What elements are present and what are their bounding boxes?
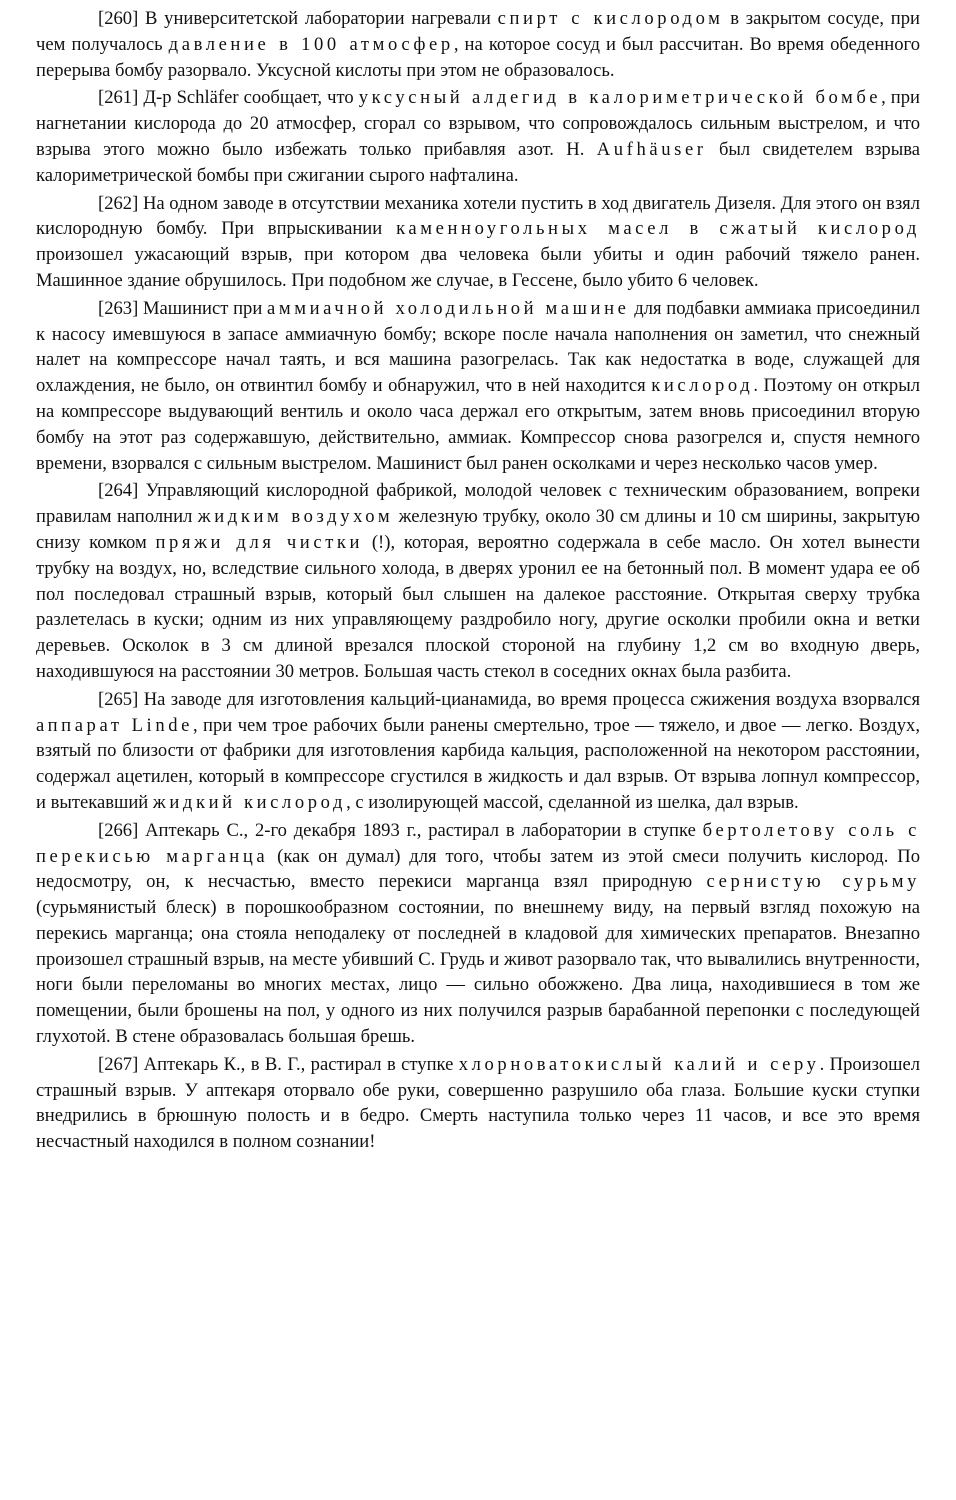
- emphasized-text: жидкий кислород: [152, 791, 347, 813]
- paragraph-text: На заводе для изготовления кальций-цианамида, во время процесса сжижения воздуха взорвался: [138, 688, 920, 710]
- emphasized-text: каменноугольных масел в сжатый кислород: [396, 218, 920, 240]
- paragraph-text: (сурьмянистый блеск) в порошкообразном состоянии, по внешнему виду, на первый взгляд похожую на перекись марганца; она стояла неподалеку от последней в кладовой для химических препаратов. Внезапно произошел страшный взрыв, на месте убивший С. Грудь и живот разорвало так, что вывалились внутренности, ноги были переломаны во многих местах, лицо — сильно обожжено. Два лица, находившиеся в том же помещении, были брошены на пол, у одного из них получился разрыв барабанной перепонки с последующей глухотой. В стене образовалась большая брешь.: [36, 897, 920, 1048]
- paragraph-text: , при чем трое рабочих были ранены смертельно, трое — тяжело, и двое — легко. Воздух, взятый по близости от фабрики для изготовления карбида кальция, расположенной на некотором расстоянии, содержал ацетилен, который в компрессоре сгустился в жидкость и дал взрыв. От взрыва лопнул компрессор, и вытекавший: [36, 714, 920, 813]
- emphasized-text: хлорноватокислый калий и серу: [458, 1053, 820, 1075]
- paragraph: [36, 687, 920, 816]
- paragraph-number: [261]: [98, 87, 139, 109]
- paragraph: [36, 478, 920, 684]
- emphasized-text: давление в 100 атмосфер: [168, 33, 454, 55]
- paragraph-text: На одном заводе в отсутствии механика хотели пустить в ход двигатель Дизеля. Для этого он взял кислородную бомбу. При впрыскивании: [36, 192, 920, 240]
- emphasized-text: бертолетову соль с перекисью марганца: [36, 819, 921, 867]
- paragraph-number: [267]: [98, 1053, 139, 1075]
- paragraph-text: (как он думал) для того, чтобы затем из этой смеси получить кислород. По недосмотру, он, к несчастью, вместо перекиси марганца взял природную: [36, 845, 921, 893]
- paragraph: [36, 1052, 920, 1155]
- paragraph-text: произошел ужасающий взрыв, при котором два человека были убиты и один рабочий тяжело ранен. Машинное здание обрушилось. При подобном же случае, в Гессене, было убито 6 человек.: [36, 244, 920, 291]
- paragraph: [36, 191, 920, 294]
- paragraph-text: Аптекарь С., 2-го декабря 1893 г., растирал в лаборатории в ступке: [138, 819, 703, 841]
- paragraph-text: для подбавки аммиака присоединил к насосу имевшуюся в запасе аммиачную бомбу; вскоре после начала наполнения он заметил, что снежный налет на компрессоре начал таять, и вся машина разогрелась. Так как недостатка в воде, служащей для охлаждения, не было, он отвинтил бомбу и обнаружил, что в ней находится: [36, 297, 920, 397]
- emphasized-text: спирт с кислородом: [497, 8, 724, 29]
- paragraph-number: [260]: [98, 8, 139, 29]
- paragraph-text: Машинист при: [138, 297, 268, 319]
- emphasized-text: Aufhäuser: [596, 138, 707, 160]
- paragraph-number: [265]: [98, 688, 139, 710]
- paragraph-number: [266]: [98, 819, 139, 841]
- paragraph-text: В университетской лаборатории нагревали: [138, 8, 498, 29]
- document-page: [36, 6, 920, 1157]
- emphasized-text: уксусный алдегид в калориметрической бомбе: [358, 87, 882, 109]
- paragraph-text: . Поэтому он открыл на компрессоре выдувающий вентиль и около часа держал его открытым, затем вновь присоединил вторую бомбу на этот раз содержавшую, действительно, аммиак. Компрессор снова разогрелся и, спустя немного времени, взорвался с сильным выстрелом. Машинист был ранен осколками и через несколько часов умер.: [36, 375, 920, 474]
- paragraph-text: железную трубку, около 30 см длины и 10 см ширины, закрытую снизу комком: [36, 506, 921, 553]
- paragraph: [36, 6, 920, 83]
- paragraph-text: Аптекарь К., в В. Г., растирал в ступке: [138, 1053, 459, 1075]
- paragraph-text: Управляющий кислородной фабрикой, молодой человек с техническим образованием, вопреки правилам наполнил: [36, 480, 920, 528]
- emphasized-text: аммиачной холодильной машине: [267, 297, 630, 319]
- paragraph-text: был свидетелем взрыва калориметрической бомбы при сжигании сырого нафталина.: [36, 138, 921, 186]
- paragraph-number: [263]: [98, 297, 139, 319]
- paragraph-text: , при нагнетании кислорода до 20 атмосфер, сгорал со взрывом, что сопровождалось сильным выстрелом, и что взрыва этого можно было избежать только прибавляя азот. Н.: [36, 87, 920, 160]
- paragraph: [36, 296, 920, 477]
- emphasized-text: сернистую сурьму: [706, 871, 920, 893]
- emphasized-text: аппарат Linde: [36, 714, 193, 736]
- paragraph-number: [264]: [98, 480, 139, 502]
- paragraph-text: (!), которая, вероятно содержала в себе масло. Он хотел вынести трубку на воздух, но, вследствие сильного холода, в дверях уронил ее на бетонный пол. В момент удара ее об пол последовал страшный взрыв, который был слышен на далекое расстояние. Открытая сверху трубка разлетелась в куски; одним из них управляющему раздробило ногу, другие осколки пробили окна и ветки деревьев. Осколок в 3 см длиной врезался плоской стороной на глубину 1,2 см во входную дверь, находившуюся на расстоянии 30 метров. Большая часть стекол в соседних окнах была разбита.: [36, 531, 920, 682]
- paragraph-number: [262]: [98, 192, 139, 214]
- paragraph-text: , на которое сосуд и был рассчитан. Во время обеденного перерыва бомбу разорвало. Уксусной кислоты при этом не образовалось.: [36, 33, 920, 81]
- emphasized-text: жидким воздухом: [197, 506, 394, 528]
- paragraph-text: . Произошел страшный взрыв. У аптекаря оторвало обе руки, совершенно разрушило оба глаза. Большие куски ступки внедрились в брюшную полость и в бедро. Смерть наступила только через 11 часов, и все это время несчастный находился в полном сознании!: [36, 1053, 920, 1153]
- paragraph: [36, 85, 920, 188]
- paragraph: [36, 818, 920, 1050]
- paragraph-text: Д-р Schläfer сообщает, что: [138, 87, 359, 109]
- emphasized-text: пряжи для чистки: [155, 531, 364, 553]
- paragraph-text: , с изолирующей массой, сделанной из шелка, дал взрыв.: [346, 791, 799, 813]
- emphasized-text: кислород: [651, 375, 754, 397]
- paragraph-text: в закрытом сосуде, при чем получалось: [36, 8, 920, 55]
